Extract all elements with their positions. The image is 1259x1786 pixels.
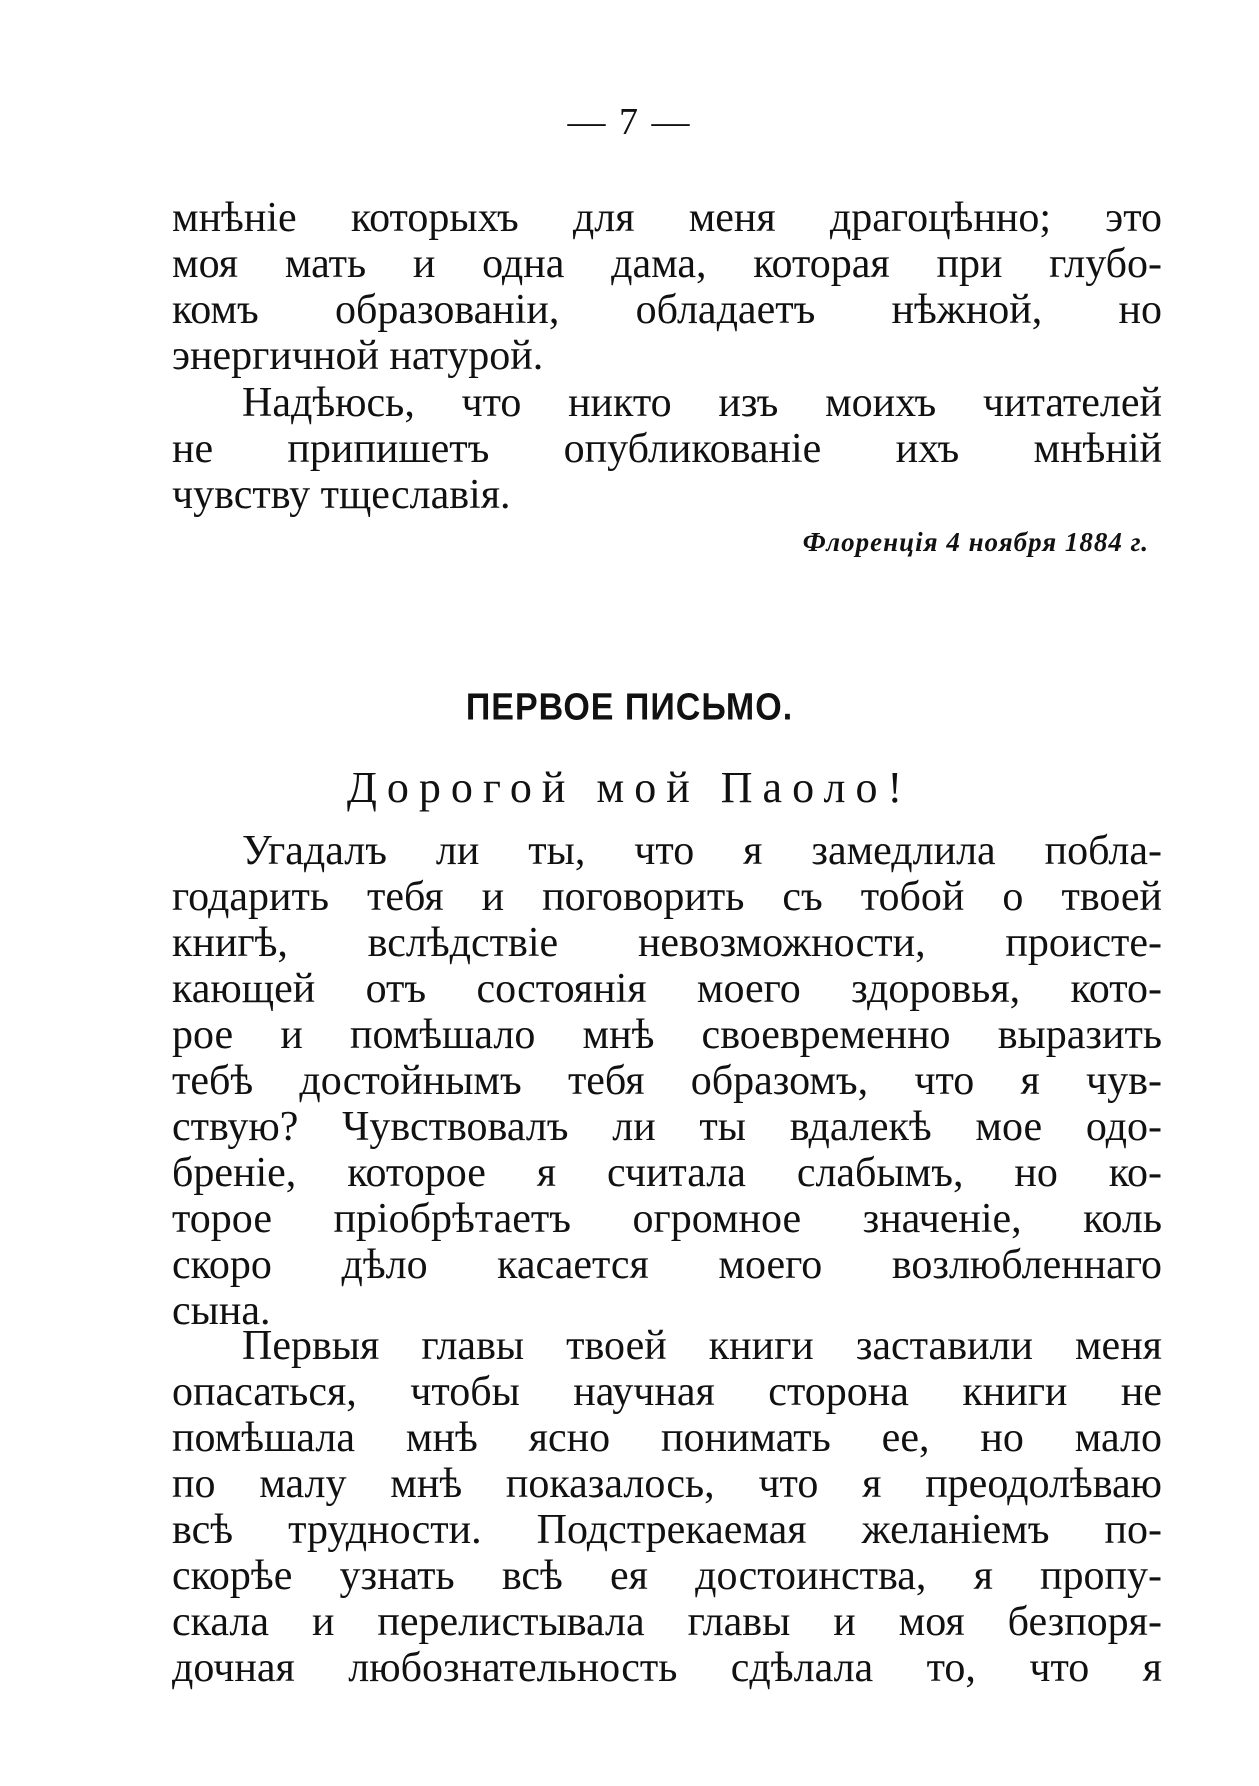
- text-line: сына.: [172, 1288, 271, 1334]
- section-heading: ПЕРВОЕ ПИСЬМО.: [465, 685, 794, 729]
- text-line: всѣ трудности. Подстрекаемая желаніемъ по-: [172, 1507, 1162, 1553]
- text-line: дочная любознательность сдѣлала то, что я: [172, 1645, 1162, 1691]
- text-line: энергичной натурой.: [172, 333, 544, 379]
- text-line: не припишетъ опубликованіе ихъ мнѣній: [172, 426, 1162, 472]
- text-line: Надѣюсь, что никто изъ моихъ читателей: [242, 380, 1162, 426]
- text-line: ствую? Чувствовалъ ли ты вдалекѣ мое одо-: [172, 1104, 1162, 1150]
- text-line: скоро дѣло касается моего возлюбленнаго: [172, 1242, 1162, 1288]
- text-line: моя мать и одна дама, которая при глубо-: [172, 241, 1162, 287]
- place-date-signature: Флоренція 4 ноября 1884 г.: [802, 527, 1149, 557]
- text-line: опасаться, чтобы научная сторона книги не: [172, 1369, 1162, 1415]
- text-line: кающей отъ состоянія моего здоровья, кото-: [172, 966, 1162, 1012]
- text-line: скорѣе узнать всѣ ея достоинства, я пропу-: [172, 1553, 1162, 1599]
- text-line: тебѣ достойнымъ тебя образомъ, что я чув-: [172, 1058, 1162, 1104]
- text-line: годарить тебя и поговорить съ тобой о твоей: [172, 874, 1162, 920]
- letter-paragraph-1: [172, 828, 1162, 1334]
- letter-paragraph-2: [172, 1323, 1162, 1691]
- text-line: Угадалъ ли ты, что я замедлила побла-: [242, 828, 1162, 874]
- text-line: книгѣ, вслѣдствіе невозможности, происте-: [172, 920, 1162, 966]
- page-number: — 7 —: [567, 101, 692, 143]
- intro-paragraph: [172, 195, 1162, 379]
- text-line: мнѣніе которыхъ для меня драгоцѣнно; это: [172, 195, 1162, 241]
- text-line: помѣшала мнѣ ясно понимать ее, но мало: [172, 1415, 1162, 1461]
- text-line: комъ образованіи, обладаетъ нѣжной, но: [172, 287, 1162, 333]
- text-line: бреніе, которое я считала слабымъ, но ко-: [172, 1150, 1162, 1196]
- closing-paragraph: [172, 380, 1162, 518]
- text-line: рое и помѣшало мнѣ своевременно выразить: [172, 1012, 1162, 1058]
- letter-salutation: Дорогой мой Паоло!: [346, 763, 913, 812]
- text-line: торое пріобрѣтаетъ огромное значеніе, коль: [172, 1196, 1162, 1242]
- text-line: чувству тщеславія.: [172, 472, 511, 518]
- text-line: Первыя главы твоей книги заставили меня: [242, 1323, 1162, 1369]
- text-line: скала и перелистывала главы и моя безпоря-: [172, 1599, 1162, 1645]
- text-line: по малу мнѣ показалось, что я преодолѣваю: [172, 1461, 1162, 1507]
